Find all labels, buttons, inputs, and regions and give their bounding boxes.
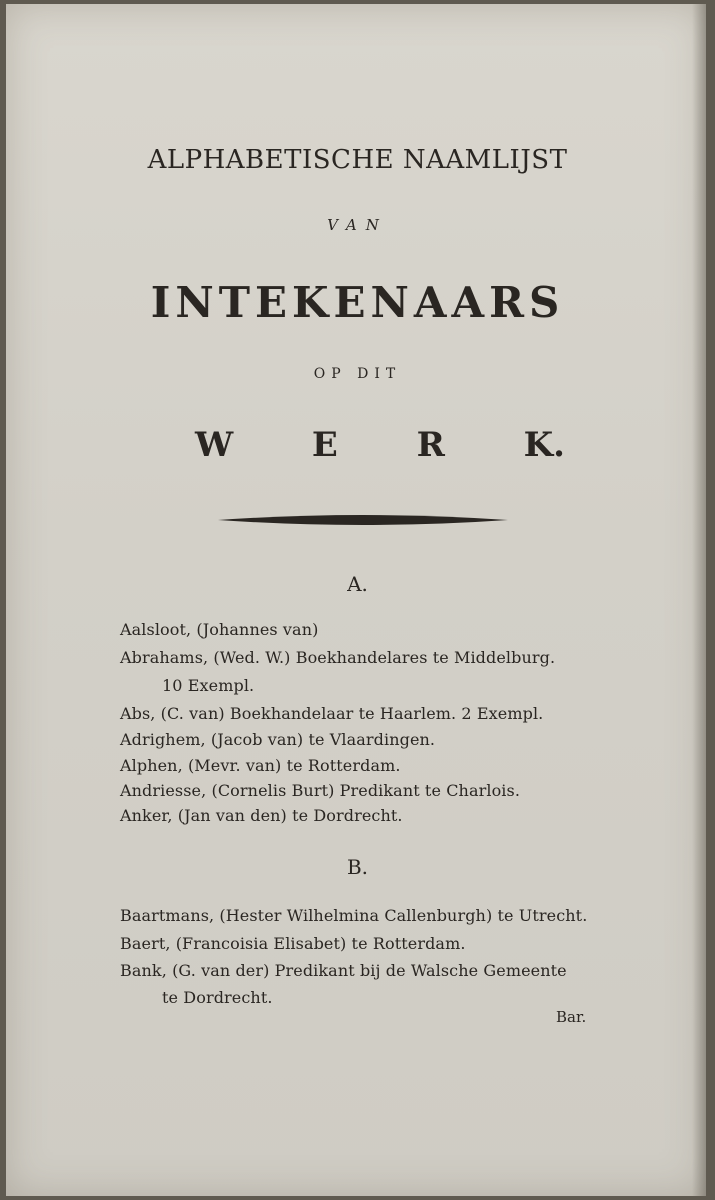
book-page (6, 4, 706, 1196)
entry-line: Anker, (Jan van den) te Dordrecht. (120, 806, 403, 825)
title-werk-e: E (311, 425, 338, 465)
entry-line: Andriesse, (Cornelis Burt) Predikant te Charlois. (120, 781, 521, 800)
title-main: INTEKENAARS (150, 278, 565, 327)
entry-line: Alphen, (Mevr. van) te Rotterdam. (120, 756, 401, 775)
entry-line: Aalsloot, (Johannes van) (120, 620, 319, 639)
entry-line: Abrahams, (Wed. W.) Boekhandelares te Middelburg. (120, 648, 556, 667)
entry-line: Bank, (G. van der) Predikant bij de Walsche Gemeente (120, 961, 567, 980)
page-spine-shadow (692, 4, 706, 1196)
entry-line: te Dordrecht. (162, 988, 273, 1007)
title-line-1: ALPHABETISCHE NAAMLIJST (147, 145, 568, 175)
title-werk (195, 425, 565, 465)
section-letter-b: B. (346, 855, 369, 879)
entry-line: Baartmans, (Hester Wilhelmina Callenburgh) te Utrecht. (120, 906, 588, 925)
title-werk-w: W (195, 425, 234, 465)
entry-line: Baert, (Francoisia Elisabet) te Rotterdam. (120, 934, 466, 953)
title-line-2: VAN (327, 216, 388, 234)
title-werk-k: K. (523, 425, 565, 465)
ornamental-rule (218, 512, 508, 528)
entry-line: Abs, (C. van) Boekhandelaar te Haarlem. 2 Exempl. (120, 704, 544, 723)
entry-line: 10 Exempl. (162, 676, 255, 695)
catchword: Bar. (556, 1008, 587, 1026)
title-werk-r: R (416, 425, 445, 465)
section-letter-a: A. (347, 572, 368, 596)
entry-line: Adrighem, (Jacob van) te Vlaardingen. (120, 730, 436, 749)
title-line-4: OP DIT (313, 366, 402, 382)
